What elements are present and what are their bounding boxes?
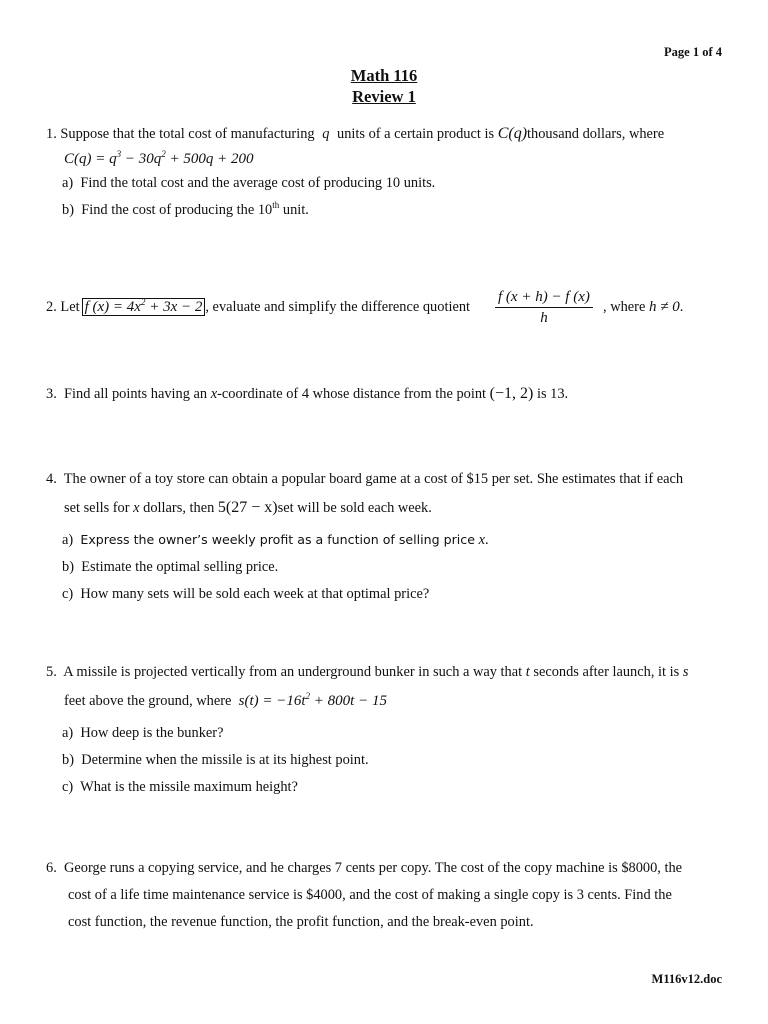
problem-1a: a) Find the total cost and the average cost of producing 10 units. (62, 175, 436, 191)
problem-6-line3: cost function, the revenue function, the profit function, and the break-even point. (68, 914, 534, 930)
problem-5a: a) How deep is the bunker? (62, 725, 224, 741)
problem-5-line1: 5. A missile is projected vertically from an underground bunker in such a way that t seconds after launch, it is s (46, 664, 689, 680)
problem-4b: b) Estimate the optimal selling price. (62, 559, 279, 575)
difference-quotient: $\frac{f (x + h) - f (x)}{h}$ (495, 289, 593, 327)
problem-4c: c) How many sets will be sold each week at that optimal price? (62, 586, 430, 602)
problem-1-number: 1. (46, 126, 57, 142)
problem-5b: b) Determine when the missile is at its highest point. (62, 752, 369, 768)
problem-3-number: 3. (46, 386, 57, 402)
document-filename: M116v12.doc (651, 972, 722, 986)
problem-4-number: 4. (46, 471, 57, 487)
problem-1-line1: 1. Suppose that the total cost of manufacturing q units of a certain product is C(q)thousand dollars, where (46, 125, 665, 142)
problem-3-line: 3. Find all points having an x-coordinate of 4 whose distance from the point (−1, 2) is 13. (46, 385, 569, 402)
problem-2-condition: , where h ≠ 0. (603, 299, 684, 315)
sales-expression: 5(27 − x) (217, 499, 278, 516)
cost-function-symbol: C(q) (497, 125, 528, 142)
problem-6-line1: 6. George runs a copying service, and he charges 7 cents per copy. The cost of the copy machine is $8000, the (46, 860, 683, 876)
problem-4a: a) Express the owner’s weekly profit as a function of selling price x. (62, 532, 489, 548)
problem-4-line2: set sells for x dollars, then 5(27 − x)set will be sold each week. (64, 499, 432, 516)
problem-4-line1: 4. The owner of a toy store can obtain a popular board game at a cost of $15 per set. She estimates that if each (46, 471, 684, 487)
problem-6-line2: cost of a life time maintenance service is $4000, and the cost of making a single copy is 3 cents. Find the (68, 887, 672, 903)
problem-5c: c) What is the missile maximum height? (62, 779, 298, 795)
page-number: Page 1 of 4 (664, 45, 722, 59)
course-title: Math 116 (350, 66, 418, 85)
problem-2-number: 2. (46, 299, 57, 315)
height-function: $s(t) = -16t^2 + 800t - 15$ (238, 691, 387, 709)
problem-1-formula: $C(q) = q^3 - 30q^2 + 500q + 200$ (64, 149, 254, 167)
function-definition-box: f $(x) = 4x^2 + 3x - 2$ (82, 298, 206, 316)
problem-2-line: 2. Let f $(x) = 4x^2 + 3x - 2$ , evaluate and simplify the difference quotient (46, 297, 471, 315)
problem-5-line2: feet above the ground, where $s(t) = -16t^2 + 800t - 15$ (64, 691, 387, 709)
problem-5-number: 5. (46, 664, 57, 680)
review-title: Review 1 (352, 87, 416, 106)
point-coordinates: (−1, 2) (489, 385, 534, 402)
problem-6-number: 6. (46, 860, 57, 876)
problem-1b: b) Find the cost of producing the 10th unit. (62, 200, 309, 218)
